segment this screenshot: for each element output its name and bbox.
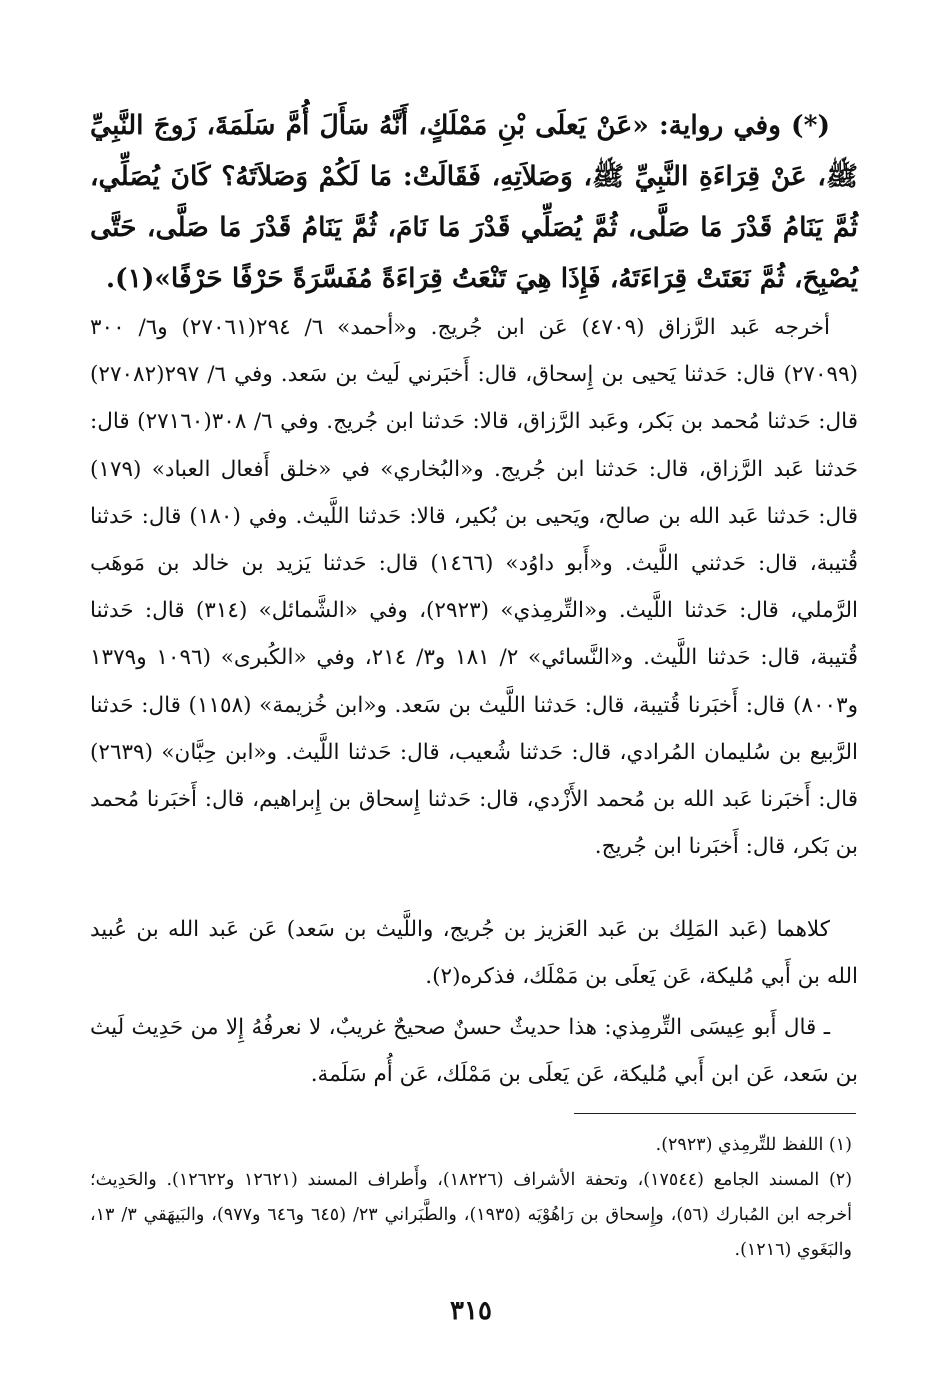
chain-summary-paragraph: كلاهما (عَبد المَلِك بن عَبد العَزيز بن جُريج، واللَّيث بن سَعد) عَن عَبد الله بن عُبيد الله بن أَبي مُليكة، عَن يَعلَى بن مَمْلَك، فذكره(٢). (90, 917, 858, 990)
hadith-paragraph: (*) وفي رواية: «عَنْ يَعلَى بْنِ مَمْلَكٍ، أَنَّهُ سَأَلَ أُمَّ سَلَمَةَ، زَوجَ النَّبِيِّ ﷺ، عَنْ قِرَاءَةِ النَّبِيِّ ﷺ، وَصَلاَتِهِ، فَقَالَتْ: مَا لَكُمْ وَصَلاَتَهُ؟ كَانَ يُصَلِّي، ثُمَّ يَنَامُ قَدْرَ مَا صَلَّى، ثُمَّ يُصَلِّي قَدْرَ مَا نَامَ، ثُمَّ يَنَامُ قَدْرَ مَا صَلَّى، حَتَّى يُصْبِحَ، ثُمَّ نَعَتَتْ قِرَاءَتَهُ، فَإِذَا هِيَ تَنْعَتُ قِرَاءَةً مُفَسَّرَةً حَرْفًا حَرْفًا»(١). (90, 110, 858, 294)
page-number: ٣١٥ (450, 1296, 492, 1326)
takhrij-text-block (90, 304, 858, 870)
tirmidhi-comment-paragraph: ـ قال أَبو عِيسَى التِّرمِذي: هذا حديثٌ حسنٌ صحيحٌ غريبٌ، لا نعرفُهُ إِلا من حَدِيث لَيث بن سَعد، عَن ابن أَبي مُليكة، عَن يَعلَى بن مَمْلَك، عَن أُم سَلَمة. (90, 1015, 858, 1088)
chain-summary-block (90, 906, 858, 1000)
hadith-text-block (90, 100, 858, 304)
footnote-2: (٢) المسند الجامع (١٧٥٤٤)، وتحفة الأشراف (١٨٢٢٦)، وأَطراف المسند (١٢٦٢١ و١٢٦٢٢). والحَدِيث؛ أخرجه ابن المُبارك (٥٦)، وإِسحاق بن رَاهُوْيَه (١٩٣٥)، والطَّبَراني ٢٣/ (٦٤٥ و٦٤٦ و٩٧٧)، والبَيهَقي ٣/ ١٣، والبَغَوي (١٢١٦). (90, 1170, 853, 1260)
tirmidhi-comment-block (90, 1004, 858, 1098)
footnote-1: (١) اللفظ للتِّرمِذي (٢٩٢٣). (655, 1135, 852, 1155)
footnote-divider (574, 1113, 856, 1114)
footnotes (90, 1128, 852, 1268)
takhrij-paragraph: أخرجه عَبد الرَّزاق (٤٧٠٩) عَن ابن جُريج. و«أحمد» ٦/ ٢٩٤(٢٧٠٦١) و٦/ ٣٠٠ (٢٧٠٩٩) قال: حَدثنا يَحيى بن إِسحاق، قال: أَخبَرني لَيث بن سَعد. وفي ٦/ ٢٩٧(٢٧٠٨٢) قال: حَدثنا مُحمد بن بَكر، وعَبد الرَّزاق، قالا: حَدثنا ابن جُريج. وفي ٦/ ٣٠٨(٢٧١٦٠) قال: حَدثنا عَبد الرَّزاق، قال: حَدثنا ابن جُريج. و«البُخاري» في «خلق أَفعال العباد» (١٧٩) قال: حَدثنا عَبد الله بن صالح، ويَحيى بن بُكير، قالا: حَدثنا اللَّيث. وفي (١٨٠) قال: حَدثنا قُتيبة، قال: حَدثني اللَّيث. و«أَبو داوُد» (١٤٦٦) قال: حَدثنا يَزيد بن خالد بن مَوهَب الرَّملي، قال: حَدثنا اللَّيث. و«التِّرمِذي» (٢٩٢٣)، وفي «الشَّمائل» (٣١٤) قال: حَدثنا قُتيبة، قال: حَدثنا اللَّيث. و«النَّسائي» ٢/ ١٨١ و٣/ ٢١٤، وفي «الكُبرى» (١٠٩٦ و١٣٧٩ و٨٠٠٣) قال: أَخبَرنا قُتيبة، قال: حَدثنا اللَّيث بن سَعد. و«ابن خُزيمة» (١١٥٨) قال: حَدثنا الرَّبيع بن سُليمان المُرادي، قال: حَدثنا شُعيب، قال: حَدثنا اللَّيث. و«ابن حِبَّان» (٢٦٣٩) قال: أَخبَرنا عَبد الله بن مُحمد الأَزْدي، قال: حَدثنا إِسحاق بن إِبراهيم، قال: أَخبَرنا مُحمد بن بَكر، قال: أَخبَرنا ابن جُريج. (90, 315, 859, 860)
